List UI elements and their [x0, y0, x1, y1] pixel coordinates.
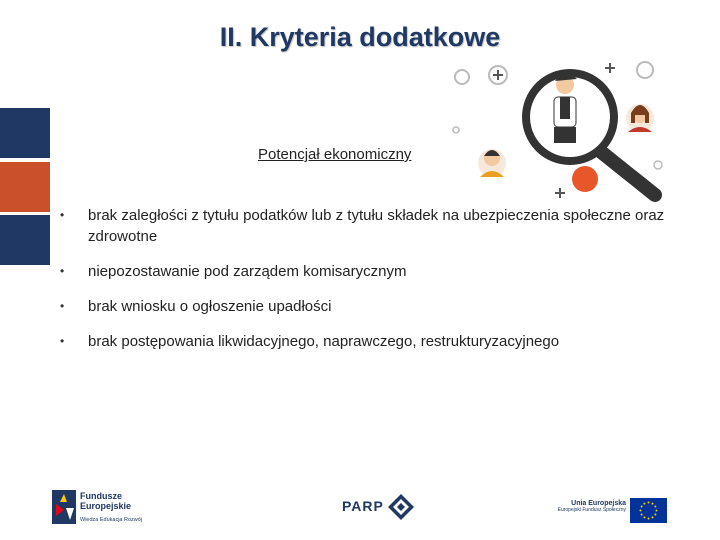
fe-logo: [52, 490, 172, 526]
accent-bar-bottom: [0, 215, 50, 265]
bullet-marker: •: [60, 264, 65, 278]
list-item-text: niepozostawanie pod zarządem komisarycznym: [88, 263, 407, 280]
list-item: [60, 205, 680, 247]
parp-logo-text: PARP: [342, 498, 384, 514]
page-title: II. Kryteria dodatkowe: [219, 22, 501, 52]
list-item-text: brak postępowania likwidacyjnego, naprawczego, restrukturyzacyjnego: [88, 333, 560, 350]
bullet-marker: •: [60, 334, 65, 348]
list-item: [60, 261, 680, 282]
footer-logos: [0, 490, 720, 530]
list-item: [60, 296, 680, 317]
bullet-marker: •: [60, 208, 65, 222]
magnifier-illustration: [440, 55, 680, 215]
section-subtitle: Potencjał ekonomiczny: [258, 146, 412, 163]
fe-line1: Fundusze: [80, 491, 122, 501]
list-item-text: brak wniosku o ogłoszenie upadłości: [88, 298, 332, 315]
fe-logo-icon: [52, 490, 76, 524]
fe-logo-text: [80, 491, 131, 511]
eu-flag-icon: [630, 498, 667, 523]
accent-bar-middle: [0, 162, 50, 212]
parp-logo-icon: [388, 494, 414, 520]
ue-subtitle: Europejski Fundusz Społeczny: [557, 507, 626, 513]
fe-line2: Europejskie: [80, 501, 132, 511]
ue-title: Unia Europejska: [571, 500, 626, 507]
bullet-marker: •: [60, 299, 65, 313]
accent-bar-top: [0, 108, 50, 158]
ue-logo-text: [548, 500, 626, 513]
criteria-list: [60, 205, 680, 366]
list-item-text: brak zaległości z tytułu podatków lub z tytułu składek na ubezpieczenia społeczne oraz zdrowotne: [88, 207, 665, 245]
fe-logo-subtitle: Wiedza Edukacja Rozwój: [80, 517, 143, 523]
list-item: [60, 331, 680, 352]
